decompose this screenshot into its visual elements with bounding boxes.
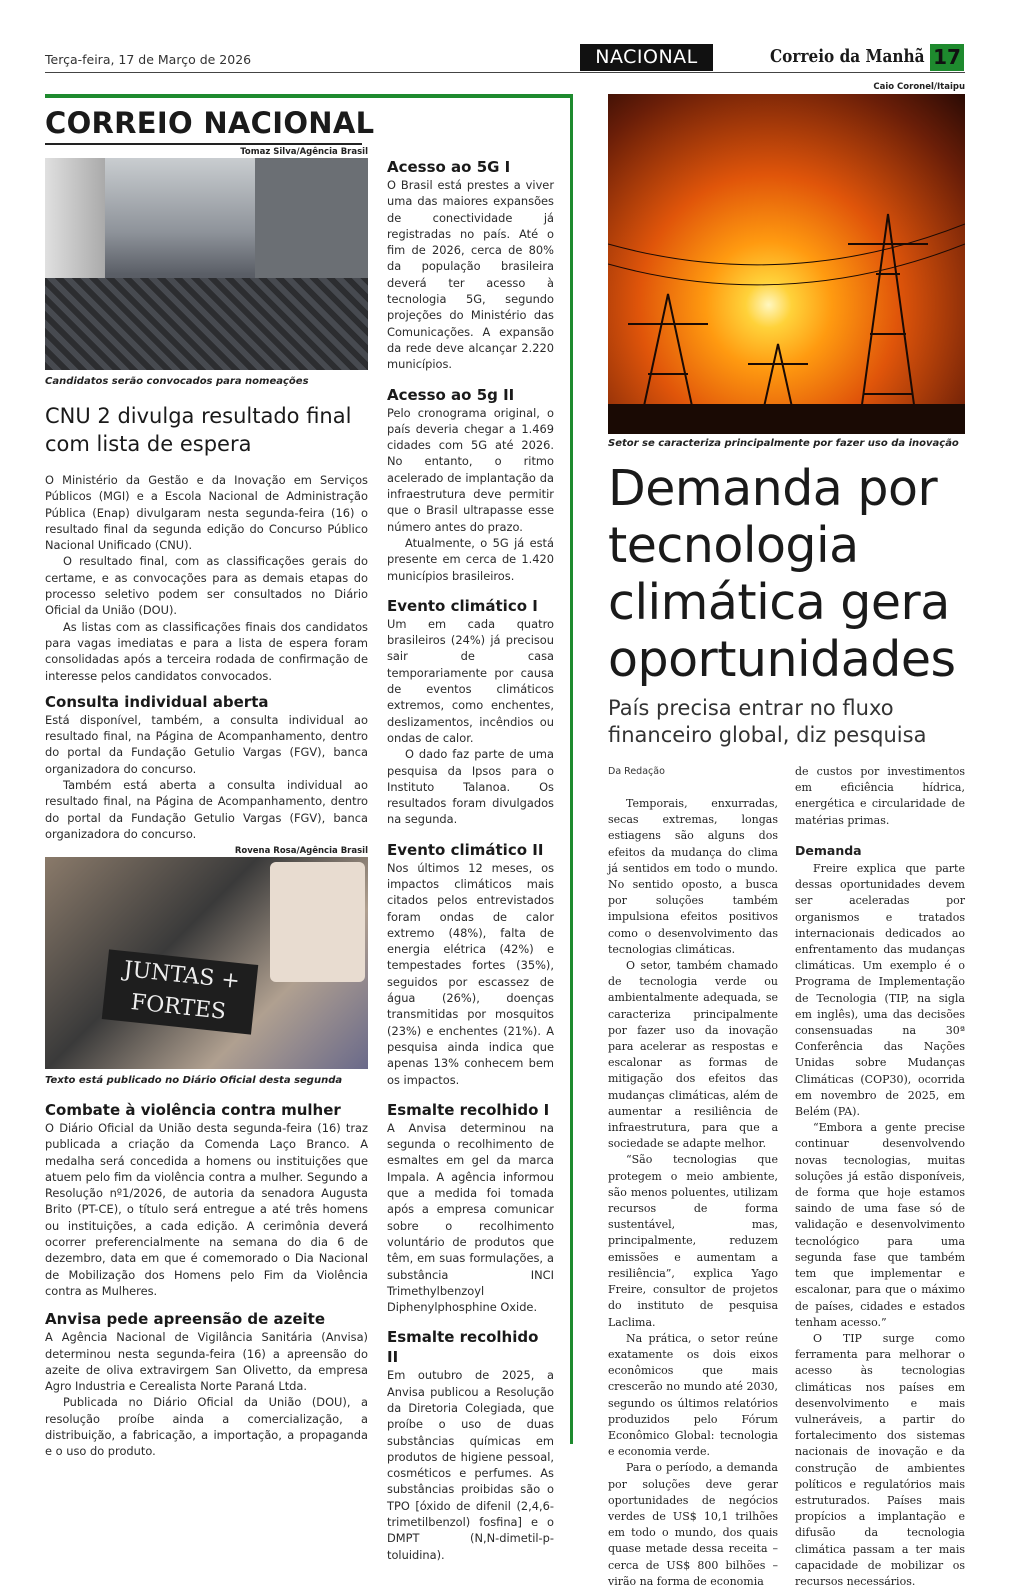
brief-body [387, 405, 554, 584]
article-body [45, 1329, 368, 1459]
protest-sign: JUNTAS + FORTES [102, 949, 258, 1034]
section-border-side [570, 94, 573, 1444]
paragraph: Também está aberta a consulta individual ao resultado final, na Página de Acompanhamento, dentro do portal da Fundação Getulio Vargas (FGV), banca organizadora do concurso. [45, 778, 368, 841]
photo-power-lines-sunset [608, 94, 965, 434]
paragraph: “São tecnologias que protegem o meio ambiente, são menos poluentes, utilizam recursos de forma sustentável, mas, principalmente, reduzem emissões e aumentam a resiliência”, explica Yago Freire, consultor de projetos do instituto de pesquisa Laclima. [608, 1153, 778, 1329]
paragraph: Na prática, o setor reúne exatamente os dois eixos econômicos que mais crescerão no mundo até 2030, segundo os últimos relatórios produzidos pelo Fórum Econômico Global: tecnologia e economia verde. [608, 1331, 778, 1459]
article-body [45, 472, 368, 684]
paragraph: Freire explica que parte dessas oportunidades devem ser aceleradas por organismos e tratados internacionais dedicados ao enfrentamento das mudanças climáticas. Um exemplo é o Programa de Implementação de Tecnologia (TIP, na sigla em inglês), uma das decisões consensuadas na 30ª Conferência das Nações Unidas sobre Mudanças Climáticas (COP30), ocorrida em novembro de 2025, em Belém (PA). [795, 862, 965, 1119]
article-body [45, 1120, 368, 1299]
photo-caption: Texto está publicado no Diário Oficial desta segunda [45, 1075, 343, 1086]
byline: Da Redação [608, 766, 665, 777]
brief-title: Evento climático I [387, 596, 538, 615]
paragraph: Publicada no Diário Oficial da União (DOU), a resolução proíbe ainda a comercialização, a distribuição, a fabricação, a importação, a propaganda e o uso do produto. [45, 1395, 368, 1459]
paragraph: Em outubro de 2025, a Anvisa publicou a Resolução da Diretoria Colegiada, que proíbe o uso de duas substâncias químicas em produtos de higiene pessoal, cosméticos e perfumes. As substâncias proibidas são o TPO [óxido de difenil (2,4,6-trimetilbenzol) fosfina] e o DMPT (N,N-dimetil-p-toluidina). [387, 1368, 554, 1562]
article-body-col2 [795, 764, 965, 1590]
photo-credit: Tomaz Silva/Agência Brasil [240, 147, 368, 157]
brief-title: Acesso ao 5g II [387, 385, 515, 404]
paragraph: Para o período, a demanda por soluções deve gerar oportunidades de negócios verdes de US$ 10,1 trilhões em todo o mundo, dos quais quase metade dessa receita – cerca de US$ 800 bilhões – virão na forma de economia [608, 1461, 778, 1588]
paragraph: “Embora a gente precise continuar desenvolvendo novas tecnologias, muitas soluções já estão disponíveis, de forma que hoje estamos saindo de uma fase só de validação e desenvolvimento tecnológico para uma segunda fase que também tem que implementar e escalonar, para que o máximo de países, cidades e estados tenham acesso.” [795, 1121, 965, 1329]
paragraph: Temporais, enxurradas, secas extremas, longas estiagens são alguns dos efeitos da mudança do clima já sentidos em todo o mundo. No sentido oposto, a busca por soluções também impulsiona efeitos positivos como o desenvolvimento das tecnologias climáticas. [608, 797, 778, 956]
main-headline: Demanda por tecnologia climática gera oportunidades [608, 460, 956, 688]
article-headline: CNU 2 divulga resultado final com lista de espera [45, 404, 352, 456]
paragraph: A Anvisa determinou na segunda o recolhimento de esmaltes em gel da marca Impala. A agência informou que a medida foi tomada após a empresa comunicar sobre o recolhimento voluntário de produtos que têm, em suas formulações, a substância INCI Trimethylbenzoyl Diphenylphosphine Oxide. [387, 1120, 554, 1315]
brief-title: Esmalte recolhido II [387, 1328, 539, 1367]
photo-protest [45, 857, 368, 1069]
photo-caption: Candidatos serão convocados para nomeações [45, 376, 309, 387]
title-underline [45, 143, 362, 145]
brief-title: Esmalte recolhido I [387, 1100, 550, 1119]
brief-title: Evento climático II [387, 840, 544, 859]
paragraph: Nos últimos 12 meses, os impactos climáticos mais citados pelos entrevistados foram ondas de calor extremo (48%), falta de energia elétrica (42%) e tempestades fortes (35%), seguidos por escassez de água (26%), doenças transmitidas por mosquitos (23%) e enchentes (21%). A pesquisa ainda indica que apenas 13% conhecem bem os impactos. [387, 860, 554, 1087]
paragraph: A Agência Nacional de Vigilância Sanitária (Anvisa) determinou nesta segunda-feira (16) a apreensão do azeite de oliva extravirgem San Olivetto, da empresa Agro Industria e Cerealista Norte Paraná Ltda. [45, 1330, 368, 1394]
brief-body [387, 1367, 554, 1563]
paragraph: Atualmente, o 5G já está presente em cerca de 1.420 municípios brasileiros. [387, 535, 554, 583]
paragraph: Um em cada quatro brasileiros (24%) já precisou sair de casa temporariamente por causa de eventos climáticos extremos, como enchentes, deslizamentos, incêndios ou ondas de calor. [387, 616, 554, 745]
brief-title: Acesso ao 5G I [387, 158, 511, 176]
news-briefs [387, 157, 554, 1563]
paragraph: Pelo cronograma original, o país deveria chegar a 1.469 cidades com 5G até 2026. No entanto, o ritmo acelerado de implantação da infraestrutura deve permitir que o Brasil ultrapasse esse número antes do prazo. [387, 405, 554, 534]
paragraph: As listas com as classificações finais dos candidatos para vagas imediatas e para a lista de espera foram consolidadas após a terceira rodada de confirmação de interesse pelos candidatos convocados. [45, 619, 368, 683]
paragraph: O resultado final, com as classificações gerais do certame, e as convocações para as demais etapas do processo seletivo podem ser consultados no Diário Oficial da União (DOU). [45, 554, 368, 618]
photo-credit: Caio Coronel/Itaipu [873, 82, 965, 92]
paragraph: O setor, também chamado de tecnologia verde ou ambientalmente adequada, se caracteriza principalmente por fazer uso da inovação para acelerar as respostas e escalonar as formas de mitigação dos efeitos das mudanças climáticas, além de aumentar a resiliência de infraestrutura, para que a sociedade se adapte melhor. [608, 959, 778, 1151]
brief-body [387, 616, 554, 828]
article-text: de custos por investimentos em eficiência hídrica, energética e circularidade de matérias primas. [795, 765, 965, 827]
page-number: 17 [930, 44, 964, 71]
section-label: NACIONAL [580, 44, 713, 71]
paragraph: O TIP surge como ferramenta para melhorar o acesso às tecnologias climáticas nos países em desenvolvimento e mais vulneráveis, a partir do fortalecimento dos sistemas nacionais de inovação e da construção de ambientes políticos e regulatórios mais estruturados. Países mais propícios a implantação e difusão da tecnologia climática passam a ter mais capacidade de mobilizar os recursos necessários. [795, 1331, 965, 1588]
subheadline: País precisa entrar no fluxo financeiro global, diz pesquisa [608, 696, 927, 747]
subheading: Demanda [795, 842, 862, 858]
brief-body [387, 860, 554, 1088]
photo-caption: Setor se caracteriza principalmente por fazer uso da inovação [608, 438, 959, 449]
photo-credit: Rovena Rosa/Agência Brasil [234, 846, 368, 856]
photo-crowd-queue [45, 158, 368, 370]
newspaper-logo: Correio da Manhã [770, 46, 925, 67]
paragraph: Está disponível, também, a consulta individual ao resultado final, na Página de Acompanhamento, dentro do portal da Fundação Getulio Vargas (FGV), banca organizadora do concurso. [45, 712, 368, 776]
brief-body [387, 1120, 554, 1316]
subheading: Anvisa pede apreensão de azeite [45, 1310, 326, 1329]
section-title: CORREIO NACIONAL [45, 106, 375, 140]
paragraph: O dado faz parte de uma pesquisa da Ipsos para o Instituto Talanoa. Os resultados foram divulgados na segunda. [387, 747, 554, 827]
header-divider [45, 72, 965, 73]
brief-body [387, 177, 554, 373]
paragraph: O Brasil está prestes a viver uma das maiores expansões de conectividade já registradas no país. Até o fim de 2026, cerca de 80% da população brasileira deverá ter acesso à tecnologia 5G, segundo projeções do Ministério das Comunicações. A expansão da rede deve alcançar 2.220 municípios. [387, 178, 554, 372]
paragraph: O Ministério da Gestão e da Inovação em Serviços Públicos (MGI) e a Escola Nacional de Administração Pública (Enap) divulgaram nesta segunda-feira (16) o resultado final da segunda edição do Concurso Público Nacional Unificado (CNU). [45, 473, 368, 553]
paragraph: O Diário Oficial da União desta segunda-feira (16) traz publicada a criação da Comenda Laço Branco. A medalha será concedida a homens ou instituições que atuem pelo fim da violência contra a mulher. Segundo a Resolução nº1/2026, de autoria da senadora Augusta Brito (PT-CE), o título será entregue a até três homens ou instituições, a cada edição. A cerimônia deverá ocorrer preferencialmente na semana do dia 6 de dezembro, data em que é comemorado o Dia Nacional de Mobilização dos Homens pelo Fim da Violência contra as Mulheres. [45, 1121, 368, 1298]
article-body-col1 [608, 796, 778, 1590]
section-border-top [45, 94, 573, 98]
article-body [45, 712, 368, 842]
issue-date: Terça-feira, 17 de Março de 2026 [45, 52, 252, 67]
subheading: Combate à violência contra mulher [45, 1101, 341, 1119]
subheading: Consulta individual aberta [45, 692, 269, 711]
